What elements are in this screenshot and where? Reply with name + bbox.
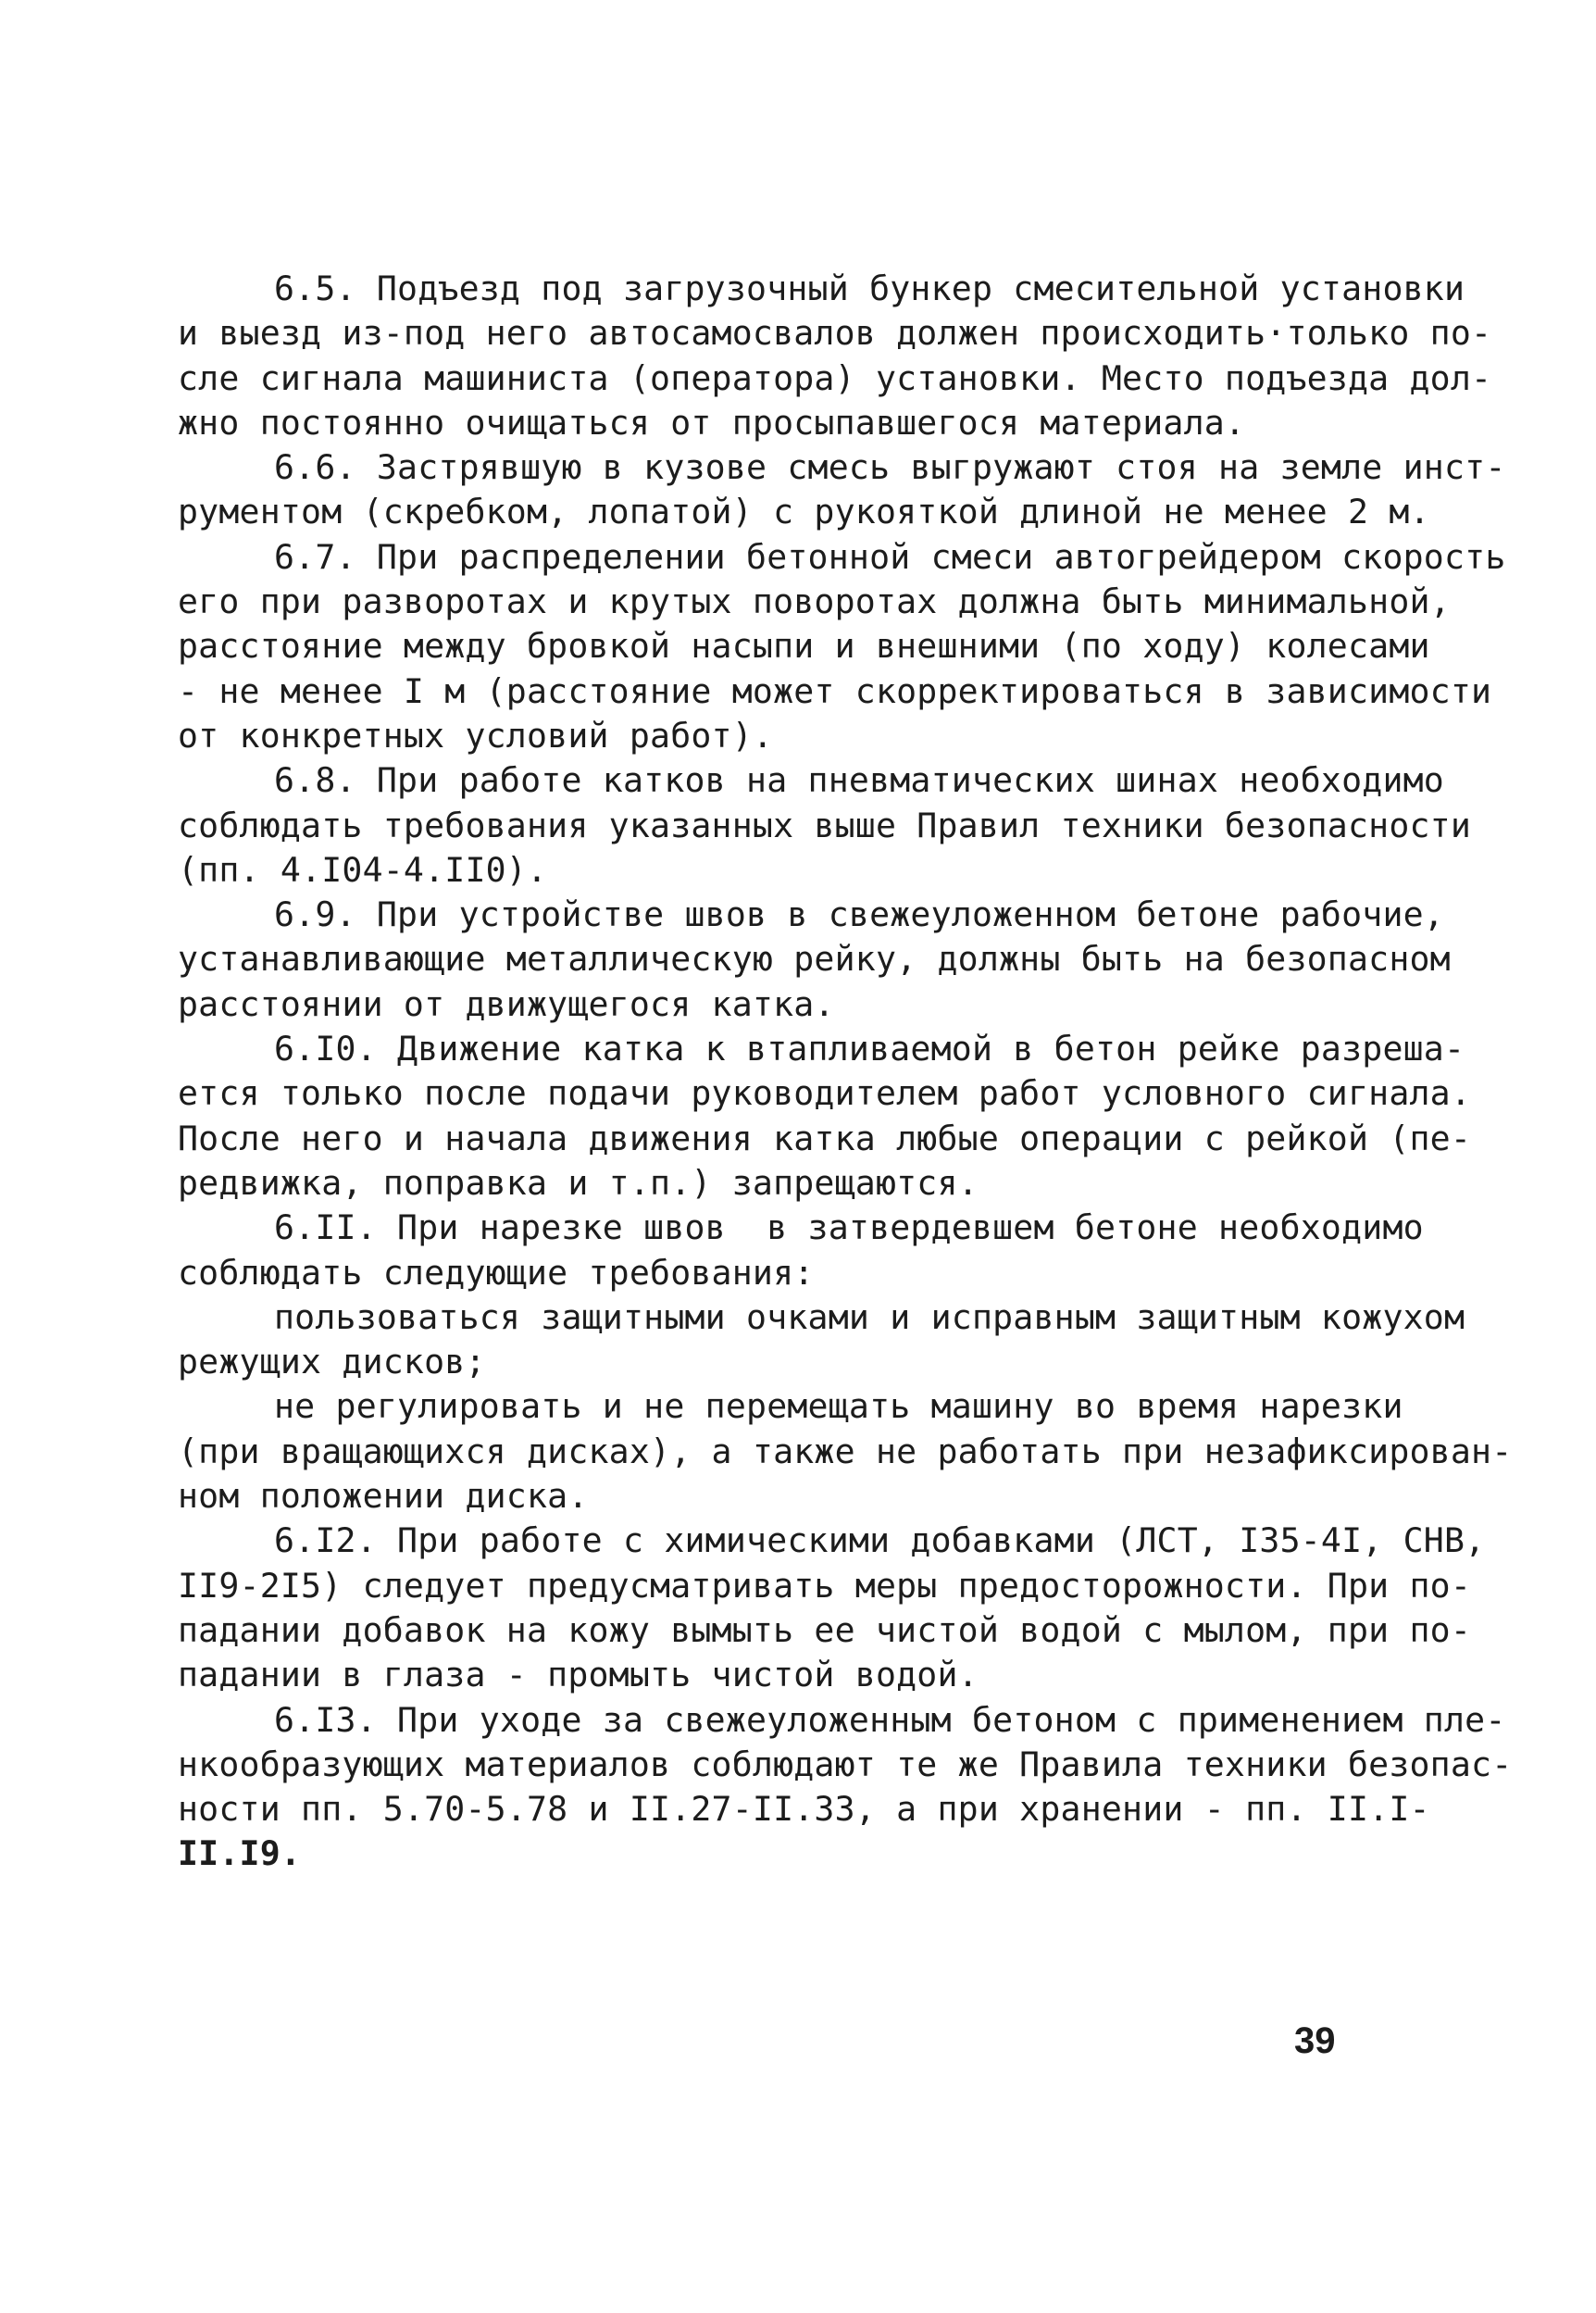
paragraph-6-10-line-1: 6.I0. Движение катка к втапливаемой в бетон рейке разреша- xyxy=(274,1029,1465,1069)
paragraph-6-5-line-3: сле сигнала машиниста (оператора) установки. Место подъезда дол- xyxy=(178,357,1492,398)
paragraph-6-13-line-2: нкообразующих материалов соблюдают те же Правила техники безопас- xyxy=(178,1744,1513,1784)
paragraph-6-6-line-2: рументом (скребком, лопатой) с рукояткой длиной не менее 2 м. xyxy=(178,492,1430,532)
paragraph-6-12-line-3: падании добавок на кожу вымыть ее чистой водой с мылом, при по- xyxy=(178,1609,1472,1650)
paragraph-6-5-line-4: жно постоянно очищаться от просыпавшегося материала. xyxy=(178,402,1246,443)
page-number: 39 xyxy=(1294,2020,1336,2061)
document-body xyxy=(178,267,1513,1877)
paragraph-6-12-line-1: 6.I2. При работе с химическими добавками (ЛСТ, I35-4I, СНВ, xyxy=(274,1520,1486,1561)
paragraph-6-11-line-1: 6.II. При нарезке швов в затвердевшем бетоне необходимо xyxy=(274,1207,1424,1248)
paragraph-6-8-line-2: соблюдать требования указанных выше Правил техники безопасности xyxy=(178,805,1472,845)
paragraph-6-5-line-1: 6.5. Подъезд под загрузочный бункер смесительной установки xyxy=(274,269,1465,308)
paragraph-6-7-line-5: от конкретных условий работ). xyxy=(178,715,774,756)
list-item-2-line-2: (при вращающихся дисках), а также не работать при незафиксирован- xyxy=(178,1431,1513,1471)
paragraph-6-7-line-2: его при разворотах и крутых поворотах должна быть минимальной, xyxy=(178,581,1451,622)
paragraph-6-11-line-2: соблюдать следующие требования: xyxy=(178,1252,815,1293)
paragraph-6-6-line-1: 6.6. Застрявшую в кузове смесь выгружают стоя на земле инст- xyxy=(274,447,1506,488)
paragraph-6-5-line-2: и выезд из-под него автосамосвалов должен происходить·только по- xyxy=(178,313,1492,354)
paragraph-6-13-line-3: ности пп. 5.70-5.78 и II.27-II.33, а при хранении - пп. II.I- xyxy=(178,1789,1430,1830)
paragraph-6-10-line-4: редвижка, поправка и т.п.) запрещаются. xyxy=(178,1162,979,1203)
paragraph-6-9-line-2: устанавливающие металлическую рейку, должны быть на безопасном xyxy=(178,939,1451,980)
paragraph-6-7-line-1: 6.7. При распределении бетонной смеси автогрейдером скорость xyxy=(274,536,1506,577)
list-item-1-line-2: режущих дисков; xyxy=(178,1342,486,1382)
paragraph-6-9-line-1: 6.9. При устройстве швов в свежеуложенном бетоне рабочие, xyxy=(274,894,1444,935)
list-item-1-line-1: пользоваться защитными очками и исправным защитным кожухом xyxy=(274,1296,1465,1337)
paragraph-6-13-line-4: II.I9. xyxy=(178,1833,302,1874)
paragraph-6-12-line-2: II9-2I5) следует предусматривать меры предосторожности. При по- xyxy=(178,1565,1472,1606)
paragraph-6-7-line-3: расстояние между бровкой насыпи и внешними (по ходу) колесами xyxy=(178,626,1430,667)
paragraph-6-10-line-3: После него и начала движения катка любые операции с рейкой (пе- xyxy=(178,1118,1472,1158)
paragraph-6-12-line-4: падании в глаза - промыть чистой водой. xyxy=(178,1655,979,1695)
paragraph-6-8-line-3: (пп. 4.I04-4.II0). xyxy=(178,849,548,890)
paragraph-6-7-line-4: - не менее I м (расстояние может скорректироваться в зависимости xyxy=(178,670,1492,711)
paragraph-6-8-line-1: 6.8. При работе катков на пневматических шинах необходимо xyxy=(274,760,1444,801)
paragraph-6-10-line-2: ется только после подачи руководителем работ условного сигнала. xyxy=(178,1073,1472,1114)
list-item-2-line-3: ном положении диска. xyxy=(178,1476,589,1517)
paragraph-6-9-line-3: расстоянии от движущегося катка. xyxy=(178,983,835,1024)
paragraph-6-13-line-1: 6.I3. При уходе за свежеуложенным бетоном с применением пле- xyxy=(274,1699,1506,1740)
list-item-2-line-1: не регулировать и не перемещать машину во время нарезки xyxy=(274,1386,1403,1427)
